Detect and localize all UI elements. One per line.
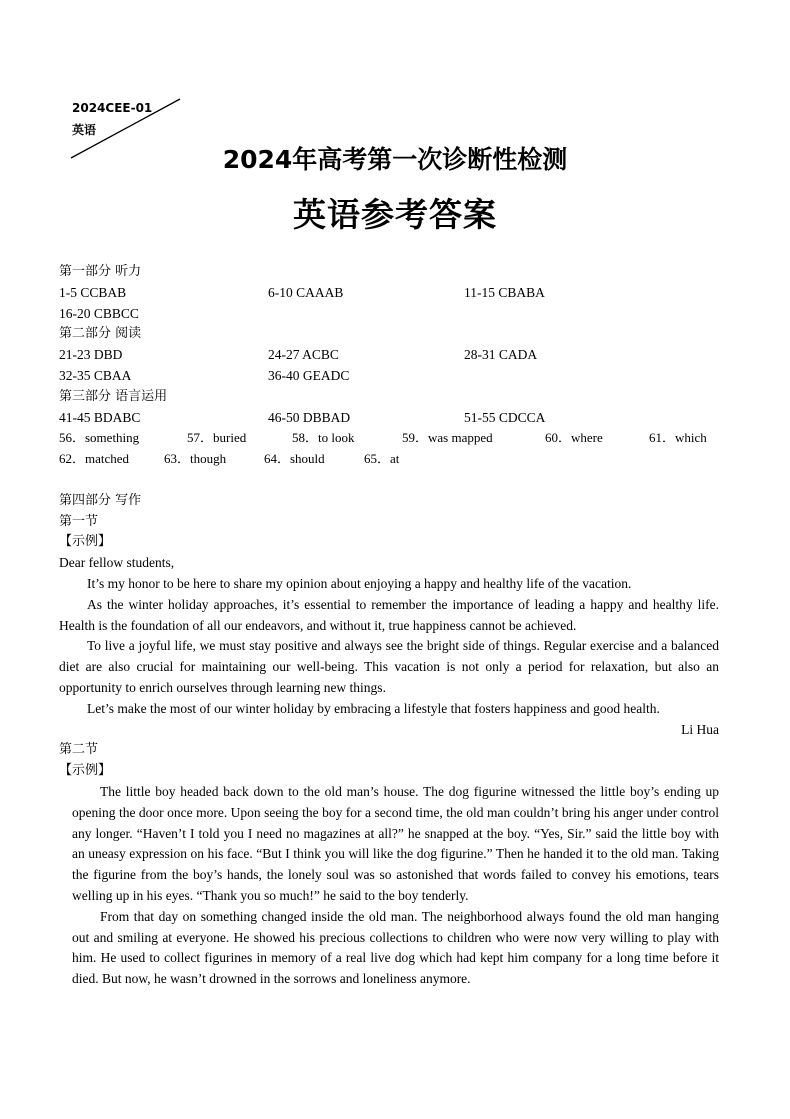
letter-paragraph: To live a joyful life, we must stay positive and always see the bright side of things. Regular exercise and a balanced diet are also crucial for maintaining our well-being. This vacation is not only a period for relaxation, but also an opportunity to enrich ourselves through learning new things. <box>59 638 719 695</box>
part4-heading: 第四部分 写作 <box>59 492 142 508</box>
fill-answer: 63．though <box>164 451 227 467</box>
fill-answer: 65．at <box>364 451 400 467</box>
answer-row <box>59 304 719 325</box>
subject-label: 英语 <box>72 123 97 137</box>
answer-cell: 11-15 CBABA <box>464 284 545 300</box>
answer-cell: 1-5 CCBAB <box>59 284 127 300</box>
letter-greeting: Dear fellow students, <box>59 555 175 571</box>
answer-cell: 41-45 BDABC <box>59 409 141 425</box>
fill-answer: 56．something <box>59 430 140 446</box>
fill-answer: 61．which <box>649 430 707 446</box>
spacer <box>59 470 719 491</box>
fill-answer: 59．was mapped <box>402 430 493 446</box>
page-subtitle: 英语参考答案 <box>293 195 497 234</box>
answer-cell: 36-40 GEADC <box>268 367 350 383</box>
section1-label: 【示例】 <box>59 534 112 550</box>
answer-row <box>59 283 719 304</box>
answer-cell: 24-27 ACBC <box>268 347 339 363</box>
part2-heading: 第二部分 阅读 <box>59 326 142 342</box>
fill-answer: 58．to look <box>292 430 355 446</box>
answer-content <box>59 262 719 990</box>
answer-cell: 16-20 CBBCC <box>59 305 139 321</box>
answer-cell: 46-50 DBBAD <box>268 409 351 425</box>
answer-row <box>59 366 719 387</box>
answer-cell: 32-35 CBAA <box>59 367 132 383</box>
fill-answer-row <box>59 428 719 449</box>
fill-answer: 62．matched <box>59 451 130 467</box>
document-code: 2024CEE-01 <box>72 101 153 115</box>
section2-label: 【示例】 <box>59 763 112 779</box>
answer-cell: 28-31 CADA <box>464 347 538 363</box>
answer-cell: 21-23 DBD <box>59 347 123 363</box>
letter-signature: Li Hua <box>681 721 719 737</box>
answer-row <box>59 345 719 366</box>
fill-answer: 57．buried <box>187 430 247 446</box>
letter-paragraph: It’s my honor to be here to share my opinion about enjoying a happy and healthy life of the vacation. <box>87 575 632 591</box>
answer-row <box>59 408 719 429</box>
answer-cell: 6-10 CAAAB <box>268 284 344 300</box>
part1-heading: 第一部分 听力 <box>59 264 142 279</box>
story-paragraph: From that day on something changed inside the old man. The neighborhood always found the old man hanging out and smiling at everyone. He showed his precious collections to children who were now very willing to play with him. He used to collect figurines in memory of a real live dog which had kept him company for a long time before it died. But now, he wasn’t drowned in the sorrows and loneliness anymore. <box>72 908 719 987</box>
story-paragraph: The little boy headed back down to the old man’s house. The dog figurine witnessed the little boy’s ending up opening the door once more. Upon seeing the boy for a second time, the old man couldn’t bring his anger under control any longer. “Haven’t I told you I need no magazines at all?” he snapped at the boy. “Yes, Sir.” said the little boy with an uneasy expression on his face. “But I think you will like the dog figurine.” Then he handed it to the old man. Taking the figurine from the boy’s hands, the lonely soul was so astonished that words failed to convey his emotions, tears welling up in his eyes. “Thank you so much!” he said to the boy tenderly. <box>72 783 719 903</box>
section2-heading: 第二节 <box>59 742 99 758</box>
page-title: 2024年高考第一次诊断性检测 <box>222 145 568 174</box>
section1-heading: 第一节 <box>59 513 99 529</box>
fill-answer: 60．where <box>545 430 603 446</box>
fill-answer: 64．should <box>264 451 325 467</box>
letter-paragraph: Let’s make the most of our winter holiday by embracing a lifestyle that fosters happiness and good health. <box>87 700 660 716</box>
part3-heading: 第三部分 语言运用 <box>59 388 168 404</box>
answer-cell: 51-55 CDCCA <box>464 409 546 425</box>
fill-answer-row <box>59 449 719 470</box>
letter-paragraph: As the winter holiday approaches, it’s essential to remember the importance of leading a happy and healthy life. Health is the foundation of all our endeavors, and without it, true happiness cannot be achieved. <box>59 596 719 633</box>
